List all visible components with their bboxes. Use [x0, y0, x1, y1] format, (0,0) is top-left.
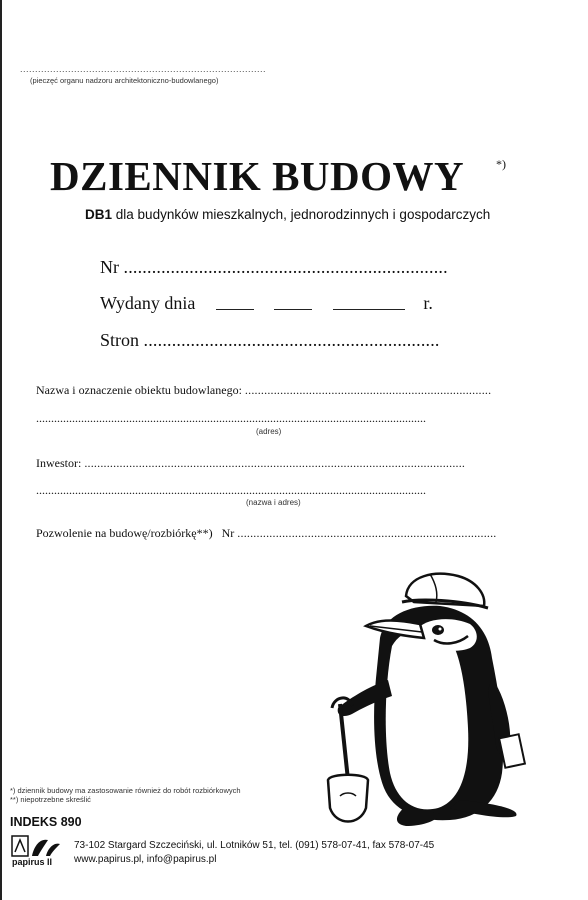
product-index: INDEKS 890	[10, 815, 82, 829]
footnote-1: *) dziennik budowy ma zastosowanie również do robót rozbiórkowych	[10, 786, 241, 795]
page-left-border	[0, 0, 2, 900]
penguin-illustration	[310, 568, 540, 833]
publisher-address: 73-102 Stargard Szczeciński, ul. Lotników 51, tel. (091) 578-07-41, fax 578-07-45	[74, 840, 435, 851]
stamp-caption: (pieczęć organu nadzoru architektoniczno-budowlanego)	[30, 76, 219, 85]
nazwa-adres-caption: (nazwa i adres)	[246, 498, 301, 507]
inwestor-dotted-line: .......................................................................................................................	[84, 456, 466, 470]
wydany-field[interactable]	[100, 293, 433, 314]
wydany-suffix: r.	[423, 293, 433, 313]
stron-label: Stron	[100, 330, 140, 350]
pozwolenie-nr-label: Nr	[221, 526, 235, 540]
footnote-2: **) niepotrzebne skreślić	[10, 795, 91, 804]
date-year-line	[333, 300, 405, 310]
obiekt-label: Nazwa i oznaczenie obiektu budowlanego:	[36, 383, 242, 397]
adres-caption: (adres)	[256, 427, 282, 436]
publisher-contact	[74, 839, 434, 867]
obiekt-field[interactable]	[36, 383, 491, 398]
date-day-line	[216, 300, 254, 310]
inwestor-dotted-line-2[interactable]: ..................................................................................................................................	[36, 483, 426, 497]
document-subtitle	[85, 207, 490, 222]
pozwolenie-label: Pozwolenie na budowę/rozbiórkę**)	[36, 526, 213, 540]
nr-dotted-line: .....................................................................	[123, 257, 448, 277]
title-footnote-mark: *)	[496, 157, 506, 171]
publisher-web[interactable]: www.papirus.pl, info@papirus.pl	[74, 854, 217, 865]
obiekt-dotted-line-2[interactable]: ..................................................................................................................................	[36, 411, 426, 425]
papirus-logo	[10, 834, 62, 868]
footnotes	[10, 786, 241, 804]
document-title: DZIENNIK BUDOWY	[50, 153, 465, 199]
wydany-label: Wydany dnia	[100, 293, 196, 313]
pozwolenie-dotted-line: .................................................................................	[237, 526, 497, 540]
nr-field[interactable]	[100, 257, 448, 278]
subtitle-text: dla budynków mieszkalnych, jednorodzinnych i gospodarczych	[115, 207, 491, 222]
subtitle-code: DB1	[85, 207, 113, 222]
logo-text: papirus II	[12, 857, 53, 867]
stron-field[interactable]	[100, 330, 440, 351]
obiekt-dotted-line: .............................................................................	[244, 383, 492, 397]
inwestor-label: Inwestor:	[36, 456, 82, 470]
date-month-line	[274, 300, 312, 310]
stron-dotted-line: ...............................................................	[143, 330, 440, 350]
inwestor-field[interactable]	[36, 456, 465, 471]
nr-label: Nr	[100, 257, 119, 277]
stamp-dotted-line: ..................................................................................	[20, 64, 267, 74]
pozwolenie-field[interactable]	[36, 526, 497, 541]
